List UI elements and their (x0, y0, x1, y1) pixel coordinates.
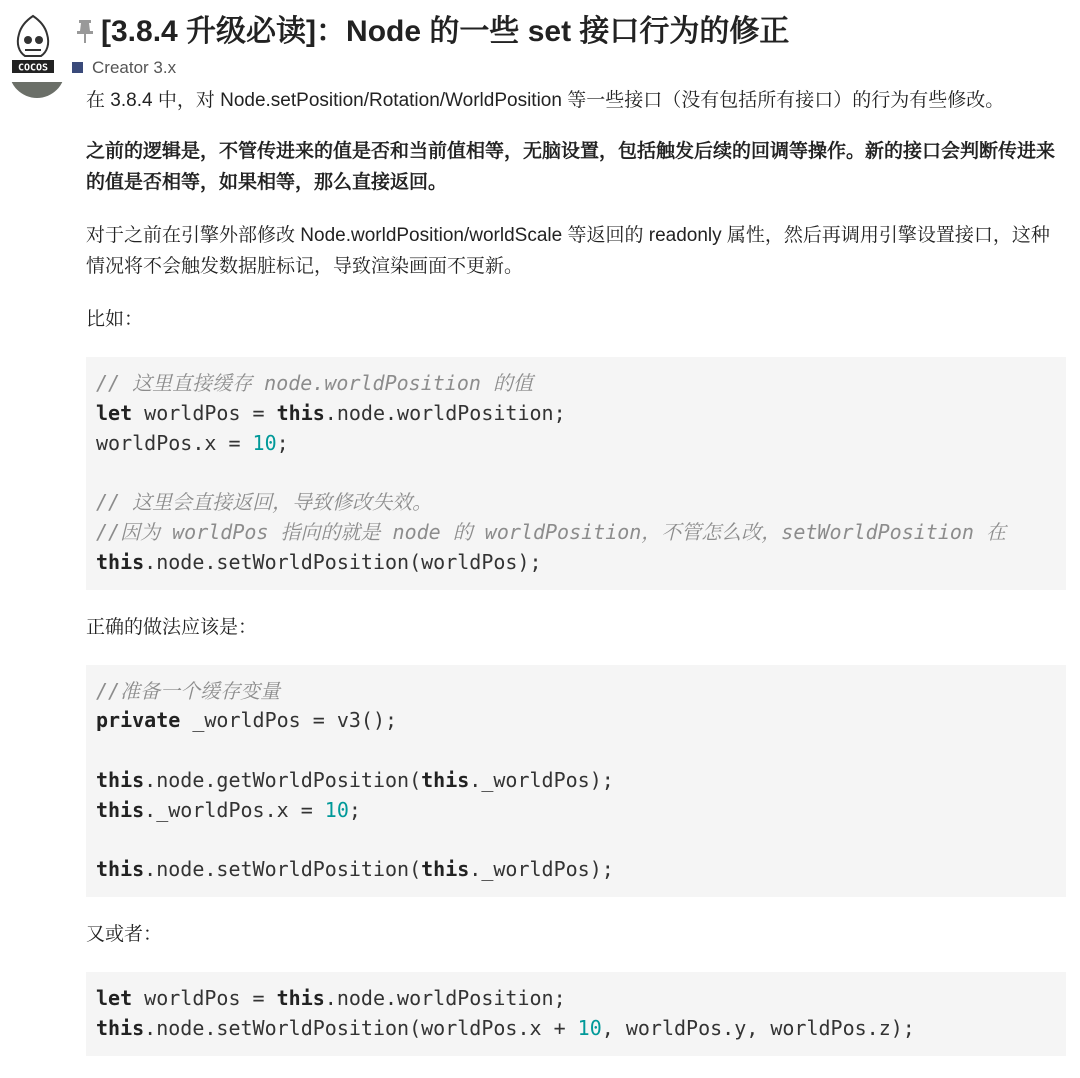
code-block-correct (86, 665, 1066, 898)
code-keyword: let (96, 400, 133, 425)
category-color-square (72, 62, 83, 73)
code-text: .node.getWorldPosition( (144, 767, 422, 792)
code-line (96, 399, 1056, 429)
code-blank-line (96, 826, 1056, 856)
code-text: ._worldPos); (469, 767, 614, 792)
code-text: ; (276, 430, 289, 455)
code-line (96, 855, 1056, 885)
code-text: ; (348, 797, 361, 822)
code-number: 10 (324, 797, 349, 822)
code-text: .node.setWorldPosition(worldPos.x + (144, 1015, 578, 1040)
code-text: .node.worldPosition; (324, 400, 566, 425)
paragraph-alternative-label: 又或者： (86, 924, 163, 946)
code-text: .node.worldPosition; (324, 986, 566, 1011)
code-number: 10 (252, 430, 277, 455)
code-line (96, 984, 1056, 1014)
logo-text: COCOS (17, 62, 49, 74)
code-line (96, 429, 1056, 459)
code-text: worldPos = (132, 400, 277, 425)
paragraph-correct-label: 正确的做法应该是： (86, 616, 258, 638)
code-comment: // 这里会直接返回，导致修改失效。 (96, 490, 433, 515)
code-keyword: this (96, 797, 145, 822)
code-line (96, 548, 1056, 578)
code-text: .node.setWorldPosition(worldPos); (144, 549, 542, 574)
code-text: , worldPos.y, worldPos.z); (601, 1015, 915, 1040)
paragraph-intro: 在 3.8.4 中，对 Node.setPosition/Rotation/WorldPosition 等一些接口（没有包括所有接口）的行为有些修改。 (86, 90, 1005, 111)
code-comment: //准备一个缓存变量 (96, 678, 281, 703)
code-keyword: this (96, 857, 145, 882)
post-body (86, 85, 1066, 1078)
code-keyword: this (276, 986, 325, 1011)
code-keyword: this (276, 400, 325, 425)
code-comment: //因为 worldPos 指向的就是 node 的 worldPosition，不管怎么改，setWorldPosition 在 (96, 519, 1007, 544)
code-line (96, 677, 1056, 707)
code-keyword: this (421, 857, 470, 882)
code-text: worldPos = (132, 986, 277, 1011)
code-text: ._worldPos); (469, 857, 614, 882)
code-line (96, 706, 1056, 736)
code-keyword: let (96, 986, 133, 1011)
pin-icon (76, 18, 94, 44)
code-keyword: this (421, 767, 470, 792)
code-line (96, 369, 1056, 399)
category-badge[interactable] (72, 57, 176, 79)
code-line (96, 518, 1056, 548)
code-line (96, 796, 1056, 826)
code-comment: // 这里直接缓存 node.worldPosition 的值 (96, 371, 533, 395)
code-text: .node.setWorldPosition( (144, 857, 422, 882)
code-text: ._worldPos.x = (144, 797, 325, 822)
paragraph-readonly-note: 对于之前在引擎外部修改 Node.worldPosition/worldScale 等返回的 readonly 属性，然后再调用引擎设置接口，这种情况将不会触发数据脏标记，导致渲染画面不更新。 (86, 225, 1050, 277)
code-block-alternative (86, 972, 1066, 1056)
code-block-example (86, 357, 1066, 590)
code-line (96, 1014, 1056, 1044)
code-keyword: this (96, 1015, 145, 1040)
code-keyword: this (96, 549, 145, 574)
code-keyword: this (96, 767, 145, 792)
code-blank-line (96, 458, 1056, 488)
code-blank-line (96, 736, 1056, 766)
cocos-logo-icon[interactable] (11, 14, 55, 74)
topic-header (0, 0, 1080, 82)
code-keyword: private (96, 708, 181, 733)
code-number: 10 (577, 1015, 602, 1040)
topic-title[interactable]: [3.8.4 升级必读]：Node 的一些 set 接口行为的修正 (101, 15, 790, 48)
code-line (96, 488, 1056, 518)
code-line (96, 766, 1056, 796)
paragraph-example-label: 比如： (86, 309, 144, 330)
code-text: _worldPos = v3(); (180, 708, 398, 733)
code-text: worldPos.x = (96, 430, 253, 455)
category-label: Creator 3.x (92, 58, 177, 77)
paragraph-bold-logic: 之前的逻辑是，不管传进来的值是否和当前值相等，无脑设置，包括触发后续的回调等操作。新的接口会判断传进来的值是否相等，如果相等，那么直接返回。 (86, 141, 1056, 193)
